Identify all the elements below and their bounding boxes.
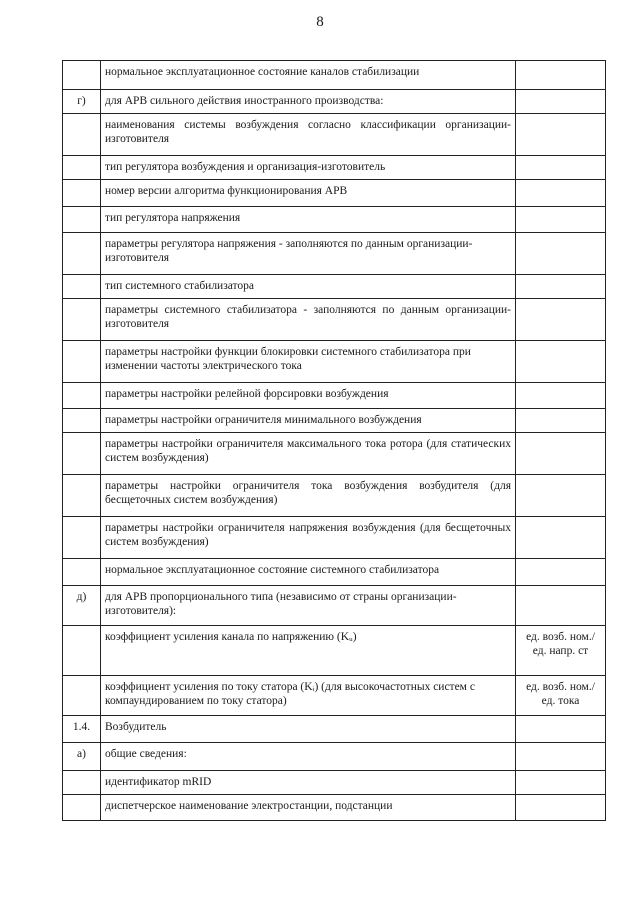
table-row xyxy=(63,180,606,207)
table-row xyxy=(63,626,606,676)
row-number xyxy=(63,341,101,383)
row-unit xyxy=(516,771,606,795)
row-number xyxy=(63,383,101,409)
row-unit xyxy=(516,409,606,433)
row-number xyxy=(63,409,101,433)
row-text: диспетчерское наименование электростанции, подстанции xyxy=(101,795,516,821)
row-unit xyxy=(516,433,606,475)
row-unit xyxy=(516,586,606,626)
row-unit xyxy=(516,90,606,114)
row-number xyxy=(63,61,101,90)
row-number: а) xyxy=(63,743,101,771)
table-row xyxy=(63,475,606,517)
row-number xyxy=(63,771,101,795)
row-unit xyxy=(516,716,606,743)
row-text: тип системного стабилизатора xyxy=(101,275,516,299)
row-unit xyxy=(516,207,606,233)
row-number xyxy=(63,795,101,821)
row-number: г) xyxy=(63,90,101,114)
row-text: Возбудитель xyxy=(101,716,516,743)
row-number xyxy=(63,559,101,586)
table-row xyxy=(63,771,606,795)
row-text: параметры системного стабилизатора - заполняются по данным организации-изготовителя xyxy=(101,299,516,341)
row-unit xyxy=(516,299,606,341)
row-number: 1.4. xyxy=(63,716,101,743)
row-text: параметры настройки релейной форсировки возбуждения xyxy=(101,383,516,409)
row-number xyxy=(63,517,101,559)
row-unit xyxy=(516,156,606,180)
table-row xyxy=(63,409,606,433)
row-number xyxy=(63,475,101,517)
row-text: для АРВ пропорционального типа (независимо от страны организации-изготовителя): xyxy=(101,586,516,626)
table-row xyxy=(63,90,606,114)
row-text: параметры настройки ограничителя максимального тока ротора (для статических систем возбуждения) xyxy=(101,433,516,475)
row-number xyxy=(63,233,101,275)
row-unit xyxy=(516,275,606,299)
row-text: номер версии алгоритма функционирования АРВ xyxy=(101,180,516,207)
row-text: наименования системы возбуждения согласно классификации организации-изготовителя xyxy=(101,114,516,156)
row-unit xyxy=(516,743,606,771)
row-text: нормальное эксплуатационное состояние каналов стабилизации xyxy=(101,61,516,90)
row-number xyxy=(63,626,101,676)
table-row xyxy=(63,207,606,233)
table-row xyxy=(63,299,606,341)
row-number xyxy=(63,180,101,207)
row-text: параметры настройки ограничителя минимального возбуждения xyxy=(101,409,516,433)
row-number xyxy=(63,433,101,475)
row-unit xyxy=(516,383,606,409)
table-row xyxy=(63,795,606,821)
page-number: 8 xyxy=(316,14,324,30)
table-row xyxy=(63,743,606,771)
row-text: коэффициент усиления по току статора (Kᵢ) (для высокочастотных систем с компаундированием по току статора) xyxy=(101,676,516,716)
row-text: общие сведения: xyxy=(101,743,516,771)
row-text: коэффициент усиления канала по напряжению (Kᵤ) xyxy=(101,626,516,676)
row-text: параметры настройки ограничителя тока возбуждения возбудителя (для бесщеточных систем возбуждения) xyxy=(101,475,516,517)
row-text: тип регулятора напряжения xyxy=(101,207,516,233)
row-unit xyxy=(516,233,606,275)
table-row xyxy=(63,559,606,586)
table-row xyxy=(63,716,606,743)
row-text: тип регулятора возбуждения и организация-изготовитель xyxy=(101,156,516,180)
table-row xyxy=(63,676,606,716)
row-unit: ед. возб. ном./ед. напр. ст xyxy=(516,626,606,676)
row-unit xyxy=(516,341,606,383)
row-number xyxy=(63,676,101,716)
table-row xyxy=(63,114,606,156)
row-number xyxy=(63,207,101,233)
table-row xyxy=(63,275,606,299)
row-text: для АРВ сильного действия иностранного производства: xyxy=(101,90,516,114)
row-text: параметры настройки функции блокировки системного стабилизатора при изменении частоты электрического тока xyxy=(101,341,516,383)
row-text: идентификатор mRID xyxy=(101,771,516,795)
table-row xyxy=(63,383,606,409)
row-unit: ед. возб. ном./ед. тока xyxy=(516,676,606,716)
row-number xyxy=(63,299,101,341)
table-row xyxy=(63,233,606,275)
table-row xyxy=(63,156,606,180)
requirements-table xyxy=(62,60,606,821)
row-text: параметры регулятора напряжения - заполняются по данным организации-изготовителя xyxy=(101,233,516,275)
row-number xyxy=(63,156,101,180)
table-row xyxy=(63,517,606,559)
row-text: нормальное эксплуатационное состояние системного стабилизатора xyxy=(101,559,516,586)
row-unit xyxy=(516,475,606,517)
row-number: д) xyxy=(63,586,101,626)
row-unit xyxy=(516,180,606,207)
row-unit xyxy=(516,114,606,156)
table-row xyxy=(63,433,606,475)
row-unit xyxy=(516,795,606,821)
row-number xyxy=(63,275,101,299)
row-unit xyxy=(516,559,606,586)
row-unit xyxy=(516,61,606,90)
row-unit xyxy=(516,517,606,559)
table-row xyxy=(63,586,606,626)
row-text: параметры настройки ограничителя напряжения возбуждения (для бесщеточных систем возбуждения) xyxy=(101,517,516,559)
table-row xyxy=(63,341,606,383)
row-number xyxy=(63,114,101,156)
table-row xyxy=(63,61,606,90)
